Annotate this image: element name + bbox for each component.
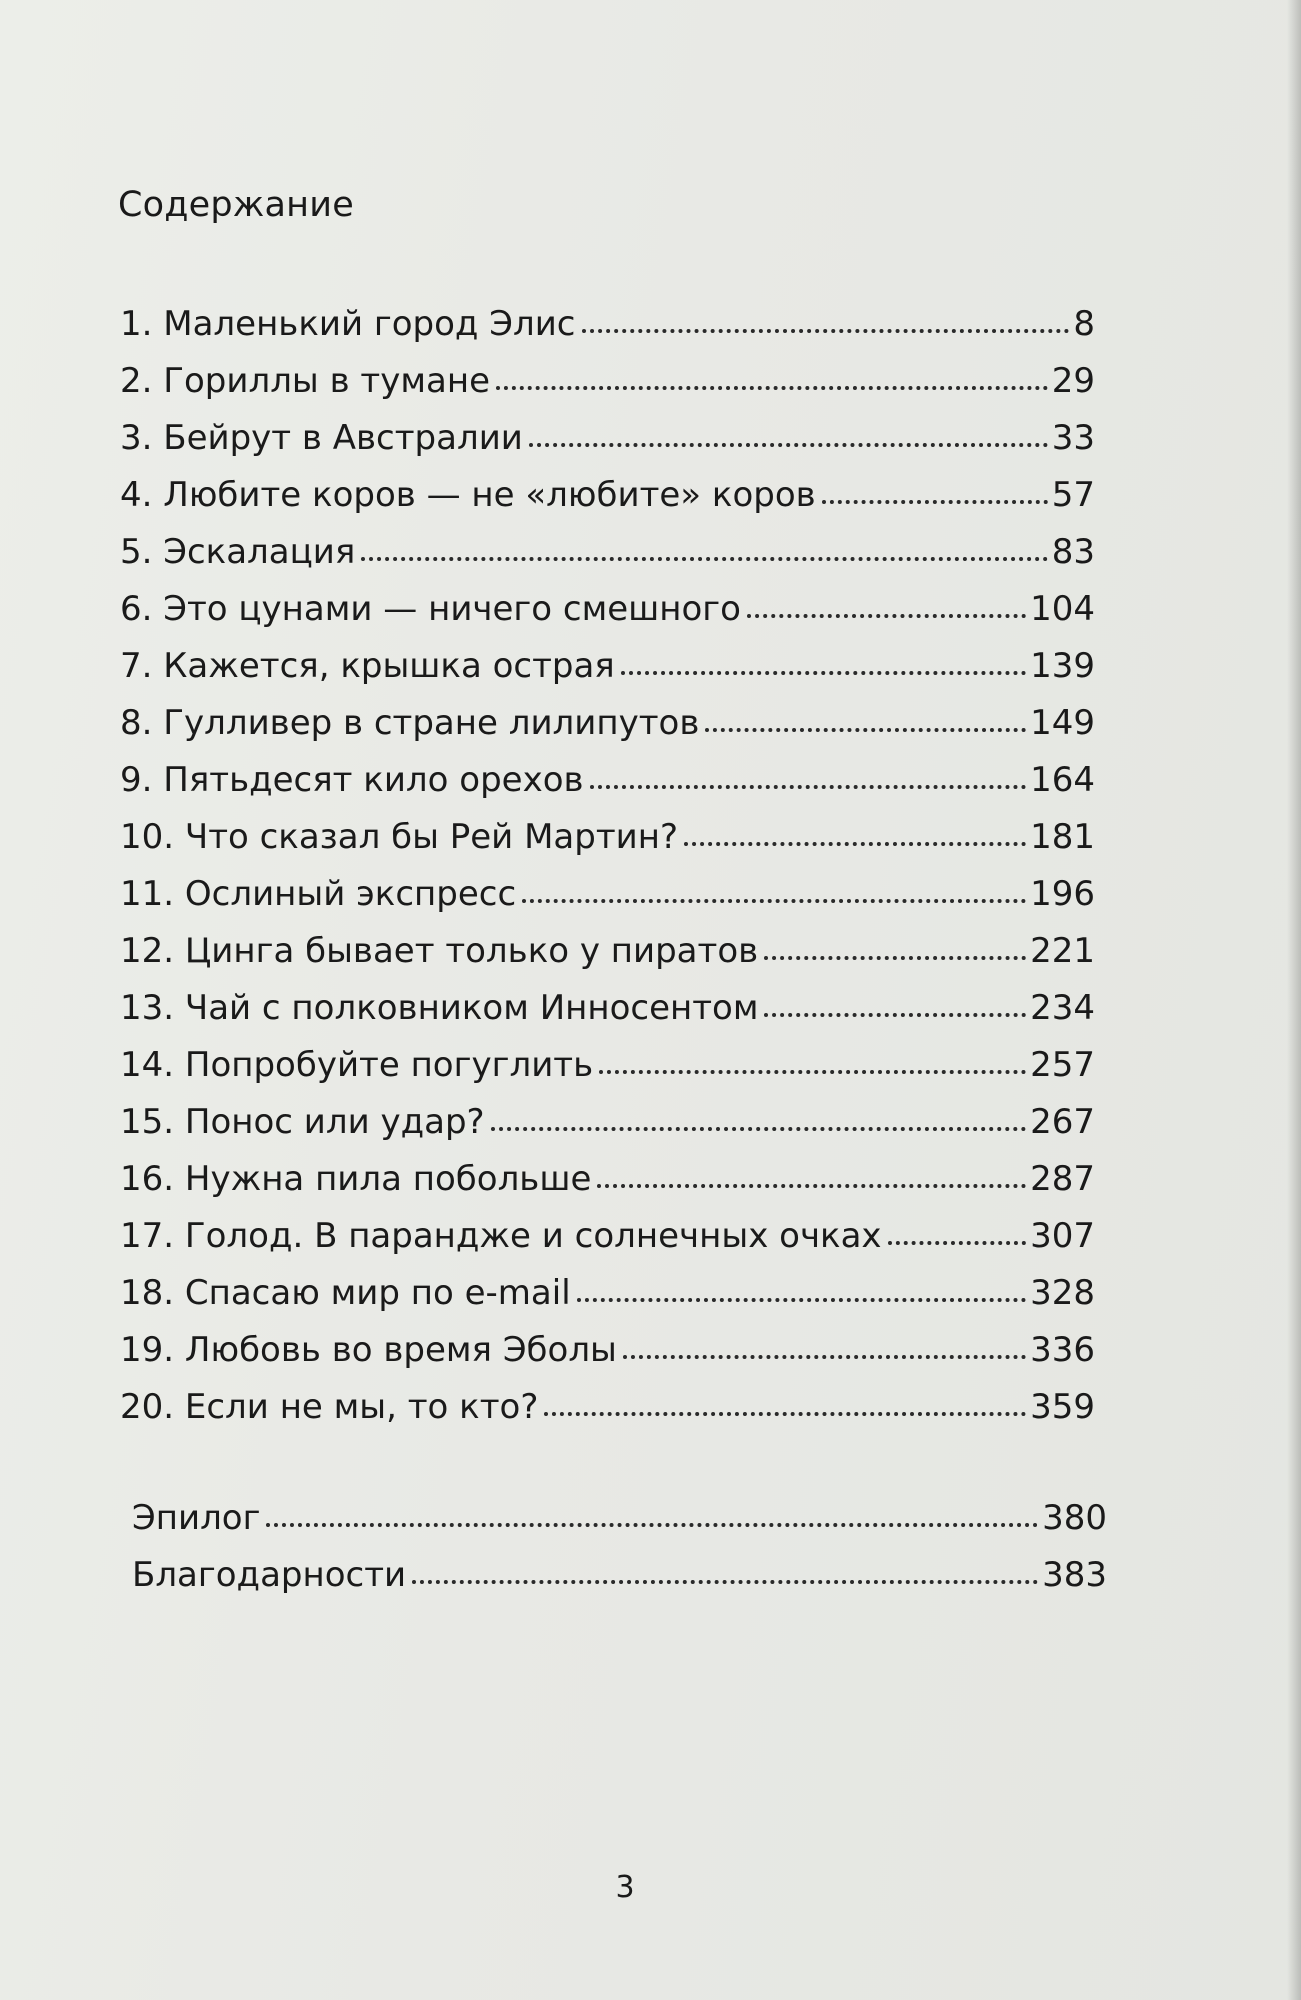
toc-entry-label: 9. Пятьдесят кило орехов	[120, 760, 584, 800]
page-edge-shadow	[1287, 0, 1301, 2000]
toc-entry	[120, 638, 1095, 695]
dot-leader	[522, 899, 1026, 903]
toc-entry	[120, 1151, 1095, 1208]
toc-entry-page: 104	[1030, 589, 1095, 629]
toc-entry-page: 57	[1051, 475, 1095, 515]
toc-entry-label: Эпилог	[132, 1498, 261, 1538]
dot-leader	[496, 386, 1048, 390]
dot-leader	[412, 1580, 1038, 1584]
toc-entry-label: Благодарности	[132, 1555, 407, 1595]
toc-entry	[120, 581, 1095, 638]
dot-leader	[577, 1298, 1026, 1302]
toc-entry-label: 20. Если не мы, то кто?	[120, 1387, 539, 1427]
toc-entry-page: 181	[1030, 817, 1095, 857]
dot-leader	[590, 785, 1027, 789]
toc-entry-page: 380	[1042, 1498, 1107, 1538]
toc-entry-page: 164	[1030, 760, 1095, 800]
toc-entry	[132, 1547, 1107, 1604]
dot-leader	[544, 1412, 1026, 1416]
dot-leader	[529, 443, 1048, 447]
toc-entry	[120, 1208, 1095, 1265]
toc-entry-page: 196	[1030, 874, 1095, 914]
dot-leader	[822, 500, 1048, 504]
toc-entry-page: 33	[1051, 418, 1095, 458]
toc-entry-label: 11. Ослиный экспресс	[120, 874, 517, 914]
dot-leader	[623, 1355, 1026, 1359]
toc-entry-label: 3. Бейрут в Австралии	[120, 418, 523, 458]
dot-leader	[705, 728, 1026, 732]
toc-entry	[120, 1094, 1095, 1151]
toc-entry-label: 19. Любовь во время Эболы	[120, 1330, 617, 1370]
toc-entry-page: 383	[1042, 1555, 1107, 1595]
toc-entry	[120, 980, 1095, 1037]
toc-entry	[120, 809, 1095, 866]
toc-entry	[120, 1379, 1095, 1436]
dot-leader	[684, 842, 1026, 846]
toc-entry	[120, 296, 1095, 353]
toc-entry-page: 83	[1051, 532, 1095, 572]
toc-entry-page: 257	[1030, 1045, 1095, 1085]
dot-leader	[599, 1070, 1026, 1074]
dot-leader	[491, 1127, 1026, 1131]
toc-entry-label: 10. Что сказал бы Рей Мартин?	[120, 817, 678, 857]
toc-entry-page: 139	[1030, 646, 1095, 686]
toc-entry	[120, 467, 1095, 524]
toc-entry-label: 14. Попробуйте погуглить	[120, 1045, 594, 1085]
toc-entry-page: 328	[1030, 1273, 1095, 1313]
page-number: 3	[615, 1870, 635, 1905]
toc-entry-page: 307	[1030, 1216, 1095, 1256]
toc-entry-label: 16. Нужна пила побольше	[120, 1159, 592, 1199]
dot-leader	[764, 956, 1026, 960]
toc-entry	[120, 866, 1095, 923]
dot-leader	[266, 1523, 1038, 1527]
toc-entry	[120, 923, 1095, 980]
toc-entry-page: 267	[1030, 1102, 1095, 1142]
toc-entry	[120, 524, 1095, 581]
dot-leader	[621, 671, 1026, 675]
toc-entry-page: 8	[1073, 304, 1095, 344]
toc-entry	[120, 695, 1095, 752]
dot-leader	[764, 1013, 1026, 1017]
toc-entry-page: 234	[1030, 988, 1095, 1028]
toc-entry-label: 17. Голод. В парандже и солнечных очках	[120, 1216, 882, 1256]
toc-title: Содержание	[118, 185, 354, 225]
dot-leader	[888, 1241, 1027, 1245]
toc-entry	[120, 1037, 1095, 1094]
toc-entry-page: 29	[1051, 361, 1095, 401]
toc-entry	[120, 1265, 1095, 1322]
toc-entry-page: 149	[1030, 703, 1095, 743]
chapter-list	[120, 296, 1095, 1436]
toc-entry-label: 8. Гулливер в стране лилипутов	[120, 703, 700, 743]
toc-entry-label: 6. Это цунами — ничего смешного	[120, 589, 741, 629]
toc-entry-label: 1. Маленький город Элис	[120, 304, 576, 344]
toc-entry-label: 13. Чай с полковником Инносентом	[120, 988, 759, 1028]
dot-leader	[747, 614, 1026, 618]
toc-entry-label: 12. Цинга бывает только у пиратов	[120, 931, 759, 971]
back-matter-list	[132, 1490, 1107, 1604]
toc-entry	[120, 353, 1095, 410]
toc-entry-page: 221	[1030, 931, 1095, 971]
toc-entry-label: 2. Гориллы в тумане	[120, 361, 490, 401]
toc-entry-page: 359	[1030, 1387, 1095, 1427]
toc-entry-label: 15. Понос или удар?	[120, 1102, 485, 1142]
toc-entry-label: 4. Любите коров — не «любите» коров	[120, 475, 816, 515]
toc-entry-label: 7. Кажется, крышка острая	[120, 646, 615, 686]
toc-entry-label: 5. Эскалация	[120, 532, 356, 572]
toc-entry-page: 336	[1030, 1330, 1095, 1370]
toc-entry	[120, 1322, 1095, 1379]
dot-leader	[361, 557, 1047, 561]
dot-leader	[582, 329, 1070, 333]
toc-entry-page: 287	[1030, 1159, 1095, 1199]
toc-entry	[120, 410, 1095, 467]
toc-entry	[120, 752, 1095, 809]
toc-entry-label: 18. Спасаю мир по e-mail	[120, 1273, 571, 1313]
toc-entry	[132, 1490, 1107, 1547]
dot-leader	[597, 1184, 1026, 1188]
